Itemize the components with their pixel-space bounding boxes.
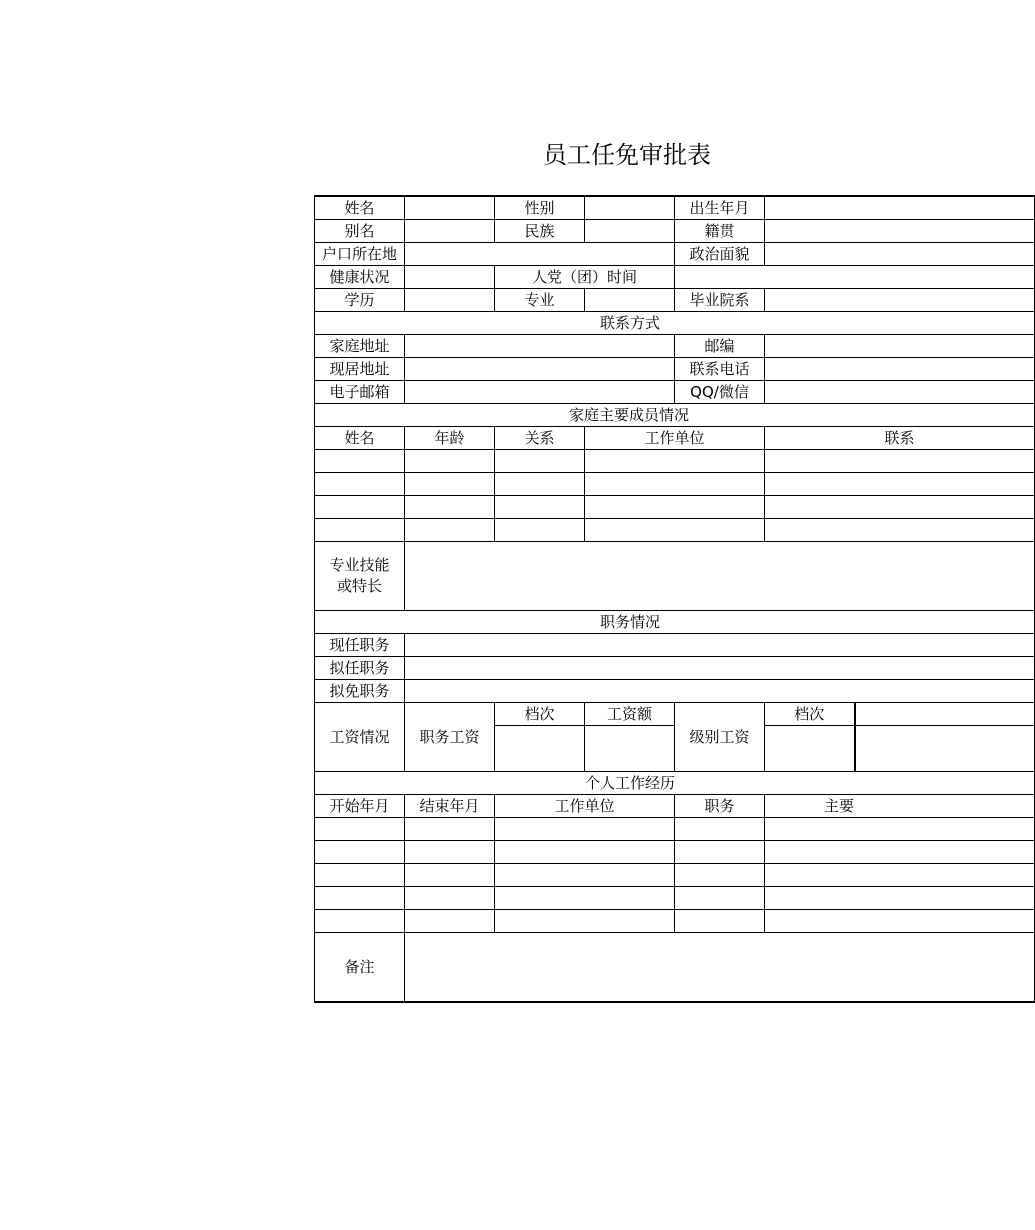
table-row <box>315 450 1035 473</box>
field-grade-2[interactable] <box>765 726 855 772</box>
label-salary: 工资情况 <box>315 703 405 772</box>
field-name[interactable] <box>405 196 495 220</box>
family-cell[interactable] <box>765 496 1035 519</box>
approval-form <box>314 195 915 1015</box>
field-skills[interactable] <box>405 542 1035 611</box>
field-salary-extra[interactable] <box>855 703 1035 726</box>
field-education[interactable] <box>405 289 495 312</box>
field-proposed-position[interactable] <box>405 657 1035 680</box>
label-level-salary: 级别工资 <box>675 703 765 772</box>
family-cell[interactable] <box>495 473 585 496</box>
work-cell[interactable] <box>315 841 405 864</box>
work-cell[interactable] <box>765 910 1035 933</box>
work-cell[interactable] <box>315 910 405 933</box>
label-grade-2: 档次 <box>765 703 855 726</box>
family-cell[interactable] <box>495 450 585 473</box>
family-cell[interactable] <box>405 519 495 542</box>
label-remarks: 备注 <box>315 933 405 1003</box>
family-cell[interactable] <box>765 473 1035 496</box>
label-qq-wechat: QQ/微信 <box>675 381 765 404</box>
label-birth: 出生年月 <box>675 196 765 220</box>
work-cell[interactable] <box>675 910 765 933</box>
label-post-salary: 职务工资 <box>405 703 495 772</box>
family-col-contact: 联系 <box>765 427 1035 450</box>
family-cell[interactable] <box>315 496 405 519</box>
label-alias: 别名 <box>315 220 405 243</box>
label-name: 姓名 <box>315 196 405 220</box>
family-cell[interactable] <box>405 473 495 496</box>
work-cell[interactable] <box>765 864 1035 887</box>
label-native-place: 籍贯 <box>675 220 765 243</box>
field-ethnicity[interactable] <box>585 220 675 243</box>
field-postcode[interactable] <box>765 335 1035 358</box>
family-col-age: 年龄 <box>405 427 495 450</box>
family-cell[interactable] <box>495 496 585 519</box>
label-hukou: 户口所在地 <box>315 243 405 266</box>
label-major: 专业 <box>495 289 585 312</box>
section-position: 职务情况 <box>315 611 1035 634</box>
family-cell[interactable] <box>585 496 765 519</box>
family-cell[interactable] <box>585 473 765 496</box>
label-ethnicity: 民族 <box>495 220 585 243</box>
family-cell[interactable] <box>495 519 585 542</box>
label-email: 电子邮箱 <box>315 381 405 404</box>
label-postcode: 邮编 <box>675 335 765 358</box>
field-current-position[interactable] <box>405 634 1035 657</box>
work-cell[interactable] <box>405 864 495 887</box>
work-col-employer: 工作单位 <box>495 795 675 818</box>
table-row <box>315 496 1035 519</box>
work-cell[interactable] <box>495 910 675 933</box>
field-amount[interactable] <box>585 726 675 772</box>
work-col-position: 职务 <box>675 795 765 818</box>
field-current-address[interactable] <box>405 358 675 381</box>
section-contact: 联系方式 <box>315 312 1035 335</box>
label-current-address: 现居地址 <box>315 358 405 381</box>
field-major[interactable] <box>585 289 675 312</box>
field-email[interactable] <box>405 381 675 404</box>
field-remove-position[interactable] <box>405 680 1035 703</box>
table-row <box>315 887 1035 910</box>
field-gender[interactable] <box>585 196 675 220</box>
family-cell[interactable] <box>585 519 765 542</box>
label-gender: 性别 <box>495 196 585 220</box>
work-col-start: 开始年月 <box>315 795 405 818</box>
table-row <box>315 910 1035 933</box>
field-political[interactable] <box>765 243 1035 266</box>
family-col-employer: 工作单位 <box>585 427 765 450</box>
work-col-main: 主要 <box>765 795 1035 818</box>
work-cell[interactable] <box>495 818 675 841</box>
family-col-name: 姓名 <box>315 427 405 450</box>
field-birth[interactable] <box>765 196 1035 220</box>
work-cell[interactable] <box>495 887 675 910</box>
family-cell[interactable] <box>405 496 495 519</box>
table-row <box>315 864 1035 887</box>
field-salary-extra-2[interactable] <box>855 726 1035 772</box>
family-cell[interactable] <box>765 519 1035 542</box>
family-cell[interactable] <box>315 450 405 473</box>
work-cell[interactable] <box>315 864 405 887</box>
work-cell[interactable] <box>765 841 1035 864</box>
label-school: 毕业院系 <box>675 289 765 312</box>
field-remarks[interactable] <box>405 933 1035 1003</box>
field-party-time[interactable] <box>675 266 1035 289</box>
page-title: 员工任免审批表 <box>543 141 711 169</box>
work-cell[interactable] <box>675 887 765 910</box>
family-cell[interactable] <box>315 473 405 496</box>
label-remove-position: 拟免职务 <box>315 680 405 703</box>
label-skills: 专业技能或特长 <box>315 542 405 611</box>
work-cell[interactable] <box>315 818 405 841</box>
family-cell[interactable] <box>765 450 1035 473</box>
label-education: 学历 <box>315 289 405 312</box>
field-home-address[interactable] <box>405 335 675 358</box>
work-cell[interactable] <box>675 818 765 841</box>
field-qq-wechat[interactable] <box>765 381 1035 404</box>
work-cell[interactable] <box>675 864 765 887</box>
section-family: 家庭主要成员情况 <box>315 404 1035 427</box>
family-col-relation: 关系 <box>495 427 585 450</box>
work-cell[interactable] <box>765 887 1035 910</box>
work-cell[interactable] <box>495 864 675 887</box>
field-alias[interactable] <box>405 220 495 243</box>
family-cell[interactable] <box>585 450 765 473</box>
table-row <box>315 473 1035 496</box>
label-grade: 档次 <box>495 703 585 726</box>
label-proposed-position: 拟任职务 <box>315 657 405 680</box>
field-grade[interactable] <box>495 726 585 772</box>
field-hukou[interactable] <box>405 243 675 266</box>
field-school[interactable] <box>765 289 1035 312</box>
label-party-time: 人党（团）时间 <box>495 266 675 289</box>
field-phone[interactable] <box>765 358 1035 381</box>
label-political: 政治面貌 <box>675 243 765 266</box>
label-home-address: 家庭地址 <box>315 335 405 358</box>
work-cell[interactable] <box>405 910 495 933</box>
work-cell[interactable] <box>675 841 765 864</box>
table-row <box>315 841 1035 864</box>
section-work: 个人工作经历 <box>315 772 1035 795</box>
work-cell[interactable] <box>765 818 1035 841</box>
family-cell[interactable] <box>405 450 495 473</box>
label-phone: 联系电话 <box>675 358 765 381</box>
family-cell[interactable] <box>315 519 405 542</box>
work-cell[interactable] <box>405 887 495 910</box>
work-col-end: 结束年月 <box>405 795 495 818</box>
label-amount: 工资额 <box>585 703 675 726</box>
form-table <box>314 195 1035 1003</box>
field-health[interactable] <box>405 266 495 289</box>
work-cell[interactable] <box>405 818 495 841</box>
field-native-place[interactable] <box>765 220 1035 243</box>
label-current-position: 现任职务 <box>315 634 405 657</box>
work-cell[interactable] <box>405 841 495 864</box>
label-health: 健康状况 <box>315 266 405 289</box>
table-row <box>315 519 1035 542</box>
work-cell[interactable] <box>495 841 675 864</box>
work-cell[interactable] <box>315 887 405 910</box>
table-row <box>315 818 1035 841</box>
